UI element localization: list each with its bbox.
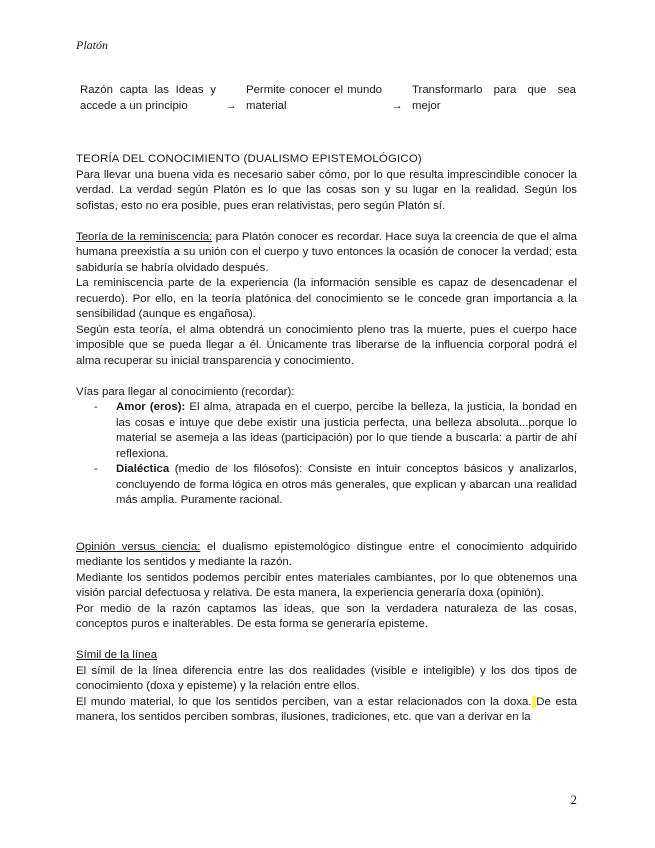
opinion-paragraph-3: Por medio de la razón captamos las ideas, que son la verdadera naturaleza de las cosas, conceptos puros e inalterables. De esta forma se generaría episteme.	[76, 602, 577, 630]
reminiscencia-paragraph-3: Según esta teoría, el alma obtendrá un conocimiento pleno tras la muerte, pues el cuerpo hace imposible que se pueda llegar a él. Únicamente tras liberarse de la influencia corporal podrá el alma recuperar su inicial transparencia y conocimiento.	[76, 323, 577, 367]
section-heading: TEORÍA DEL CONOCIMIENTO (DUALISMO EPISTEMOLÓGICO)	[76, 153, 422, 165]
page-number: 2	[570, 792, 577, 807]
flow-row-1	[80, 82, 580, 98]
simil-title: Símil de la línea	[76, 649, 158, 661]
flow-step-2-line-1: Permite conocer el mundo	[246, 84, 382, 96]
arrow-right-icon: →	[225, 100, 237, 112]
flow-step-3-line-1: Transformarlo para que sea	[412, 84, 576, 96]
opinion-paragraph-2: Mediante los sentidos podemos percibir entes materiales cambiantes, por lo que obtenemos una visión parcial defectuosa y relativa. De esta manera, la experiencia generaría doxa (opinión).	[76, 571, 577, 599]
vias-intro: Vías para llegar al conocimiento (recordar):	[76, 385, 295, 398]
bullet-dash: -	[94, 401, 98, 413]
simil-paragraph: El símil de la línea diferencia entre las dos realidades (visible e inteligible) y los dos tipos de conocimiento (doxa y episteme) y la relación entre ellos.	[76, 664, 577, 692]
arrow-right-icon: →	[391, 100, 403, 112]
vias-list	[76, 400, 577, 509]
intro-paragraph: Para llevar una buena vida es necesario saber cómo, por lo que resulta imprescindible conocer la verdad. La verdad según Platón es lo que las cosas son y su lugar en la realidad. Según los sofistas, esto no era posible, pues eran relativistas, pero según Platón sí.	[76, 168, 577, 212]
simil-paragraph-2: El mundo material, lo que los sentidos perciben, van a estar relacionados con la doxa. De esta manera, los sentidos perciben sombras, ilusiones, tradiciones, etc. que van a derivar en la	[76, 695, 577, 723]
list-item-amor: - Amor (eros): El alma, atrapada en el cuerpo, percibe la belleza, la justicia, la bondad en las cosas e intuye que debe existir una justicia perfecta, una belleza absoluta...porque lo material se asemeja a las ideas (participación) por lo que tiende a buscarla: a partir de ahí reflexiona.	[94, 401, 577, 460]
opinion-label: Opinión versus ciencia:	[76, 540, 201, 553]
flow-step-2-line-2: material	[246, 100, 287, 112]
flow-step-1-line-2: accede a un principio	[80, 100, 188, 112]
term-dialectica: Dialéctica	[116, 463, 170, 475]
reminiscencia-paragraph-2: La reminiscencia parte de la experiencia (la información sensible es capaz de desencadenar el recuerdo). Por ello, en la teoría platónica del conocimiento se le concede gran importancia a la sensibilidad (aunque es engañosa).	[76, 277, 577, 320]
reminiscencia-label: Teoría de la reminiscencia:	[76, 230, 213, 243]
opinion-paragraph: Opinión versus ciencia: el dualismo epistemológico distingue entre el conocimiento adquirido mediante los sentidos y mediante la razón.	[76, 540, 578, 568]
bullet-dash: -	[94, 463, 98, 475]
flow-row-2	[80, 98, 580, 114]
term-amor: Amor (eros):	[116, 401, 186, 413]
flow-step-3-line-2: mejor	[412, 100, 441, 112]
flow-diagram	[80, 82, 580, 114]
flow-step-1-line-1: Razón capta las Ideas y	[80, 84, 216, 96]
document-body	[76, 152, 577, 726]
reminiscencia-paragraph: Teoría de la reminiscencia: para Platón conocer es recordar. Hace suya la creencia de que el alma humana preexistía a su unión con el cuerpo y tuvo entonces la ocasión de conocer la verdad; esta sabiduría se habría olvidado después.	[76, 230, 577, 274]
list-item-dialectica: - Dialéctica (medio de los filósofos): Consiste en intuir conceptos básicos y analizarlos, concluyendo de forma lógica en otros más generales, que explican y abarcan una realidad más amplia. Puramente racional.	[94, 463, 577, 506]
running-header: Platón	[76, 38, 108, 52]
